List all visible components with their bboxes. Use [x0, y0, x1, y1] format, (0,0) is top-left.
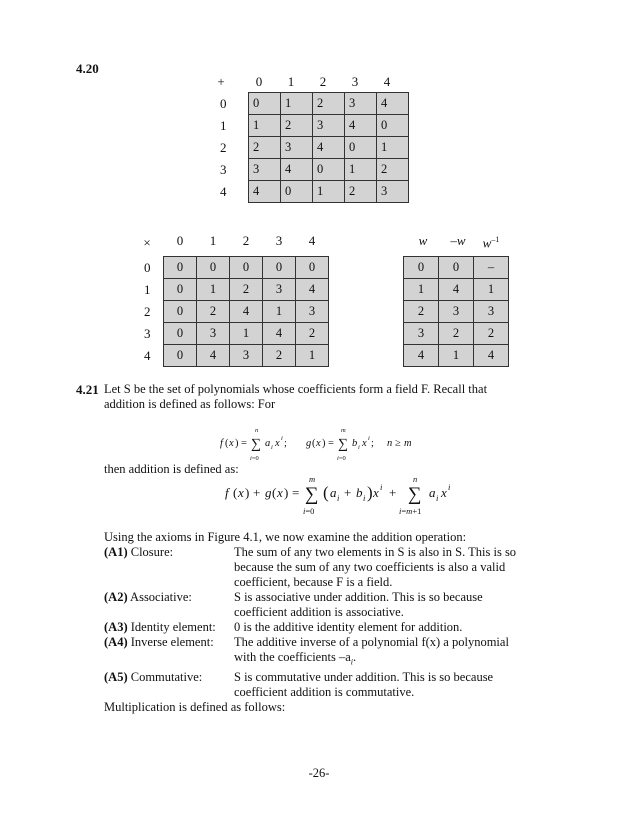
table-cell: 2: [439, 323, 474, 345]
table-cell: 4: [439, 279, 474, 301]
table-cell: 3: [249, 159, 281, 181]
table-row: [404, 257, 509, 279]
svg-text:(: (: [225, 438, 229, 449]
table-row: [164, 279, 329, 301]
table-cell: 3: [197, 323, 230, 345]
svg-text:(: (: [312, 438, 316, 449]
w-symbol: w: [482, 235, 492, 251]
row-label: 4: [220, 184, 227, 199]
table-row: [249, 137, 409, 159]
svg-text:i: i: [337, 493, 340, 503]
svg-text:m: m: [341, 427, 346, 434]
svg-text:+: +: [389, 485, 397, 500]
row-label: 4: [144, 348, 151, 363]
table-cell: 3: [313, 115, 345, 137]
svg-text:i: i: [380, 482, 383, 492]
addition-grid: [248, 92, 409, 203]
subscript-i: i: [350, 657, 353, 667]
table-row: [249, 159, 409, 181]
table-cell: 3: [296, 301, 329, 323]
table-cell: 1: [197, 279, 230, 301]
intro-paragraph: [104, 382, 584, 412]
table-cell: 3: [281, 137, 313, 159]
svg-text:(: (: [233, 485, 238, 500]
svg-text:∑: ∑: [408, 484, 422, 505]
table-cell: 0: [345, 137, 377, 159]
col-header: 1: [209, 233, 217, 248]
svg-text:i: i: [436, 493, 439, 503]
table-cell: 1: [281, 93, 313, 115]
col-header-w-inverse: [478, 235, 504, 251]
axiom-line: 0 is the additive identity element for addition.: [234, 620, 463, 634]
svg-text:=: =: [241, 438, 247, 449]
table-cell: 0: [197, 257, 230, 279]
table-cell: 2: [313, 93, 345, 115]
table-row: [249, 181, 409, 203]
axiom-term: [104, 620, 216, 635]
axiom-code: (A1): [104, 545, 128, 559]
svg-text:(: (: [272, 485, 277, 500]
axiom-name: Inverse element:: [130, 635, 214, 649]
table-cell: 2: [281, 115, 313, 137]
svg-text:=: =: [328, 438, 334, 449]
svg-text:(: (: [323, 483, 329, 502]
svg-text:a: a: [429, 485, 436, 500]
table-cell: 0: [164, 257, 197, 279]
table-cell: 4: [404, 345, 439, 367]
using-axioms-text: Using the axioms in Figure 4.1, we now examine the addition operation:: [104, 530, 467, 544]
svg-text:a: a: [265, 438, 271, 449]
axiom-name: Identity element:: [130, 620, 216, 634]
table-cell: 3: [377, 181, 409, 203]
multiplication-grid: [163, 256, 329, 367]
inverse-superscript: –1: [491, 235, 500, 244]
intro-line: addition is defined as follows: For: [104, 397, 276, 411]
axiom-line: with the coefficients $-a_i$.: [234, 650, 357, 667]
svg-text:): ): [367, 483, 373, 502]
svg-text:n: n: [413, 474, 418, 484]
table-cell: 0: [281, 181, 313, 203]
svg-text:∑: ∑: [305, 484, 319, 505]
table-row: [164, 257, 329, 279]
svg-text:i: i: [448, 482, 451, 492]
row-label: 2: [144, 304, 151, 319]
svg-text:x: x: [229, 438, 234, 449]
table-cell: 4: [313, 137, 345, 159]
col-header: 0: [255, 74, 263, 89]
axiom-term: [104, 590, 192, 605]
table-cell: 4: [197, 345, 230, 367]
axiom-line: coefficient addition is associative.: [234, 605, 404, 619]
polynomial-addition-formula: [225, 474, 585, 524]
axiom-line: S is commutative under addition. This is so because: [234, 670, 494, 684]
svg-text:∑: ∑: [338, 437, 348, 452]
col-header: 1: [287, 74, 295, 89]
svg-text:b: b: [352, 438, 358, 449]
table-cell: 1: [439, 345, 474, 367]
svg-text:x: x: [316, 438, 321, 449]
svg-text:x: x: [238, 485, 244, 500]
svg-text:∑: ∑: [251, 437, 261, 452]
table-cell: 4: [296, 279, 329, 301]
svg-text:i: i: [358, 444, 360, 451]
table-row: [404, 279, 509, 301]
table-cell: 4: [377, 93, 409, 115]
axiom-description: [234, 635, 594, 670]
table-cell: –: [474, 257, 509, 279]
section-number-4-21: 4.21: [76, 382, 99, 397]
table-cell: 2: [296, 323, 329, 345]
axiom-line: because the sum of any two coefficients is also a valid: [234, 560, 506, 574]
svg-text:=: =: [292, 485, 300, 500]
axiom-term: [104, 545, 173, 560]
table-cell: 3: [439, 301, 474, 323]
svg-text:x: x: [277, 485, 283, 500]
table-cell: 0: [249, 93, 281, 115]
svg-text:f: f: [220, 438, 223, 449]
table-cell: 3: [474, 301, 509, 323]
table-cell: 2: [197, 301, 230, 323]
svg-text:m: m: [404, 438, 412, 449]
table-cell: 3: [404, 323, 439, 345]
table-cell: 0: [164, 323, 197, 345]
row-label: 0: [144, 260, 151, 275]
table-cell: 1: [249, 115, 281, 137]
svg-text:i: i: [363, 493, 366, 503]
table-cell: 0: [313, 159, 345, 181]
svg-text:;: ;: [284, 438, 287, 449]
svg-text:x: x: [441, 485, 447, 500]
svg-text:n: n: [255, 427, 259, 434]
col-header: 2: [319, 74, 327, 89]
table-cell: 2: [474, 323, 509, 345]
row-label: 0: [220, 96, 227, 111]
table-cell: 1: [230, 323, 263, 345]
table-cell: 2: [345, 181, 377, 203]
table-cell: 2: [263, 345, 296, 367]
axiom-term: [104, 670, 202, 685]
axiom-description: [234, 590, 594, 620]
axiom-name: Commutative:: [130, 670, 203, 684]
table-cell: 1: [263, 301, 296, 323]
table-cell: 1: [313, 181, 345, 203]
inverse-grid: [403, 256, 509, 367]
col-header: 4: [308, 233, 316, 248]
svg-text:i=0: i=0: [250, 455, 259, 462]
table-cell: 4: [345, 115, 377, 137]
section-number-4-20: 4.20: [76, 61, 99, 76]
svg-text:): ): [322, 438, 326, 449]
table-cell: 2: [249, 137, 281, 159]
axiom-term: [104, 635, 214, 650]
axiom-line-text: with the coefficients –a: [234, 650, 351, 664]
col-header: 0: [176, 233, 184, 248]
svg-text:a: a: [330, 485, 337, 500]
svg-text:i: i: [368, 435, 370, 442]
col-header: 3: [275, 233, 283, 248]
table-cell: 3: [263, 279, 296, 301]
svg-text:+: +: [344, 485, 352, 500]
table-cell: 4: [263, 323, 296, 345]
axiom-description: [234, 545, 594, 590]
svg-text:b: b: [356, 485, 363, 500]
table-cell: 4: [474, 345, 509, 367]
svg-text:x: x: [373, 485, 379, 500]
row-label: 1: [220, 118, 227, 133]
table-cell: 0: [164, 345, 197, 367]
table-cell: 0: [377, 115, 409, 137]
row-label: 3: [220, 162, 227, 177]
svg-text:): ): [245, 485, 250, 500]
col-header: 2: [242, 233, 250, 248]
then-text: then addition is defined as:: [104, 462, 239, 476]
table-cell: 4: [281, 159, 313, 181]
addition-operator: +: [217, 74, 225, 89]
table-cell: 1: [296, 345, 329, 367]
table-cell: 1: [377, 137, 409, 159]
polynomial-definition-formula: [220, 420, 560, 470]
axiom-line: The sum of any two elements in S is also in S. This is so: [234, 545, 517, 559]
axiom-code: (A4): [104, 635, 128, 649]
page-number: -26-: [308, 766, 330, 780]
table-cell: 0: [230, 257, 263, 279]
axiom-code: (A5): [104, 670, 128, 684]
table-cell: 0: [296, 257, 329, 279]
col-header: 3: [351, 74, 359, 89]
axiom-description: [234, 620, 594, 635]
svg-text:≥: ≥: [395, 438, 401, 449]
svg-text:): ): [284, 485, 289, 500]
axiom-name: Closure:: [130, 545, 174, 559]
table-cell: 4: [249, 181, 281, 203]
table-cell: 4: [230, 301, 263, 323]
table-row: [164, 345, 329, 367]
table-row: [404, 301, 509, 323]
axiom-line: The additive inverse of a polynomial f(x) a polynomial: [234, 635, 509, 649]
axiom-line: coefficient addition is commutative.: [234, 685, 415, 699]
svg-text:i: i: [281, 435, 283, 442]
svg-text:+: +: [253, 485, 261, 500]
table-row: [404, 345, 509, 367]
svg-text:x: x: [275, 438, 280, 449]
svg-text:n: n: [387, 438, 393, 449]
multiplication-text: Multiplication is defined as follows:: [104, 700, 286, 714]
table-cell: 2: [377, 159, 409, 181]
table-cell: 1: [345, 159, 377, 181]
table-row: [249, 93, 409, 115]
table-cell: 0: [439, 257, 474, 279]
axiom-name: Associative:: [130, 590, 192, 604]
row-label: 1: [144, 282, 151, 297]
axiom-line: coefficient, because F is a field.: [234, 575, 393, 589]
svg-text:f: f: [225, 485, 229, 500]
table-cell: 0: [263, 257, 296, 279]
svg-text:x: x: [362, 438, 367, 449]
table-row: [164, 323, 329, 345]
table-cell: 3: [345, 93, 377, 115]
table-cell: 0: [404, 257, 439, 279]
svg-text:;: ;: [371, 438, 374, 449]
svg-text:): ): [235, 438, 239, 449]
svg-text:m: m: [309, 474, 316, 484]
table-cell: 1: [474, 279, 509, 301]
col-header: 4: [383, 74, 391, 89]
table-cell: 0: [164, 279, 197, 301]
axiom-description: [234, 670, 594, 700]
axiom-code: (A2): [104, 590, 128, 604]
svg-text:i=0: i=0: [337, 455, 346, 462]
multiplication-operator: ×: [143, 235, 151, 250]
table-cell: 1: [404, 279, 439, 301]
table-cell: 2: [404, 301, 439, 323]
axiom-line: S is associative under addition. This is so because: [234, 590, 483, 604]
table-cell: 0: [164, 301, 197, 323]
col-header-neg-w: –w: [450, 233, 466, 248]
table-row: [404, 323, 509, 345]
svg-text:g: g: [306, 438, 312, 449]
row-label: 2: [220, 140, 227, 155]
svg-text:g: g: [265, 485, 272, 500]
table-row: [164, 301, 329, 323]
svg-text:i=0: i=0: [303, 506, 315, 516]
axiom-code: (A3): [104, 620, 128, 634]
col-header-w: w: [418, 233, 428, 248]
intro-line: Let S be the set of polynomials whose coefficients form a field F. Recall that: [104, 382, 488, 396]
svg-text:i=m+1: i=m+1: [399, 506, 422, 516]
row-label: 3: [144, 326, 151, 341]
table-cell: 3: [230, 345, 263, 367]
table-cell: 2: [230, 279, 263, 301]
table-row: [249, 115, 409, 137]
svg-text:i: i: [271, 444, 273, 451]
